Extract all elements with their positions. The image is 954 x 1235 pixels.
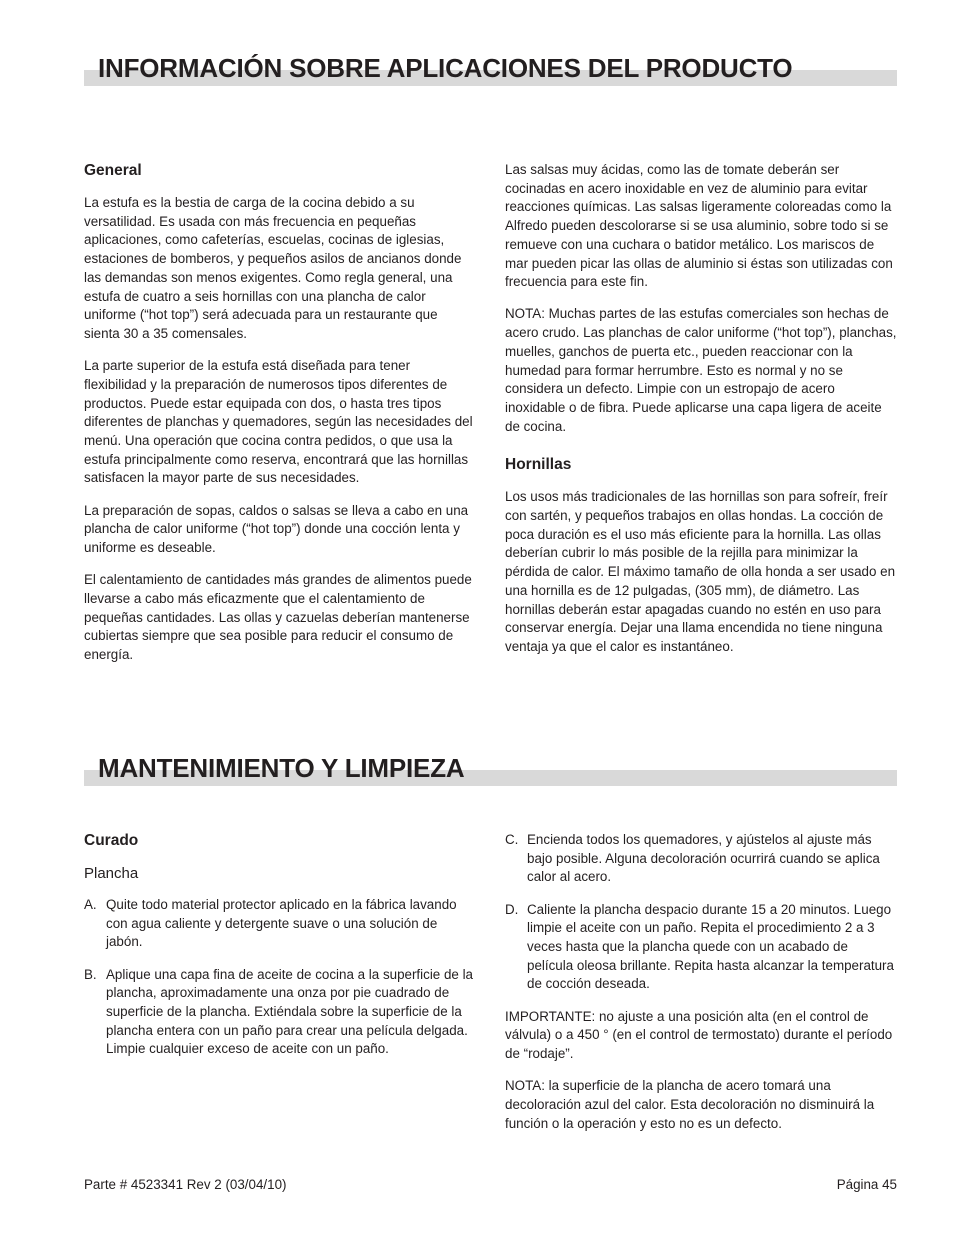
general-column: [84, 161, 476, 678]
section-title-maintenance: MANTENIMIENTO Y LIMPIEZA: [98, 753, 465, 783]
general-paragraph-3: La preparación de sopas, caldos o salsas se lleva a cabo en una plancha de calor uniforme (“hot top”) donde una cocción lenta y uniforme es deseable.: [84, 502, 469, 555]
plancha-heading: Plancha: [84, 865, 139, 882]
general-paragraph-1: La estufa es la bestia de carga de la cocina debido a su versatilidad. Es usada con más frecuencia en pequeñas aplicaciones, como cafeterías, escuelas, cocinas de iglesias, estaciones de bomberos, y pequeños asilos de ancianos donde las demandas son menos exigentes. Como regla general, una estufa de cuatro a seis hornillas con una plancha de calor uniforme (“hot top”) será adecuada para un restaurante que sienta 30 a 35 comensales.: [84, 195, 462, 341]
curado-column: [84, 831, 476, 1073]
step-b: [84, 966, 476, 1060]
note-raw-steel-paragraph: NOTA: Muchas partes de las estufas comerciales son hechas de acero crudo. Las planchas de calor uniforme (“hot top”), planchas, muelles, ganchos de puerta etc., pueden reaccionar con la humedad para formar herrumbre. Esto es normal y no se considera un defecto. Limpie con un estropajo de acero inoxidable o de fibra. Puede aplicarse una capa ligera de aceite de cocina.: [505, 306, 897, 434]
step-text: Aplique una capa fina de aceite de cocina a la superficie de la plancha, aproximadamente una onza por pie cuadrado de superficie de la plancha. Extiéndala sobre la superficie de la plancha entera con un paño para crear una película delgada. Limpie cualquier exceso de aceite con un paño.: [106, 966, 474, 1057]
step-letter: C.: [505, 832, 519, 847]
step-text: Quite todo material protector aplicado en la fábrica lavando con agua caliente y detergente suave o una solución de jabón.: [106, 897, 457, 950]
step-letter: B.: [84, 966, 97, 982]
footer-page-number: Página 45: [836, 1177, 897, 1192]
hornillas-heading: Hornillas: [505, 456, 572, 474]
step-letter: A.: [84, 897, 97, 912]
right-column-section2: [505, 831, 897, 1147]
important-paragraph: IMPORTANTE: no ajuste a una posición alta (en el control de válvula) o a 450 ° (en el control de termostato) durante el período de “rodaje”.: [505, 1008, 893, 1062]
note-paragraph: NOTA: la superficie de la plancha de acero tomará una decoloración azul del calor. Esta decoloración no disminuirá la función o la operación y esto no es un defecto.: [505, 1078, 875, 1131]
step-d: [505, 901, 897, 995]
step-a: [84, 896, 476, 952]
general-heading: General: [84, 162, 142, 179]
footer-part-number: Parte # 4523341 Rev 2 (03/04/10): [84, 1177, 287, 1192]
step-text: Encienda todos los quemadores, y ajústelos al ajuste más bajo posible. Alguna decoloración ocurrirá cuando se aplica calor al acero.: [527, 832, 880, 885]
general-paragraph-4: El calentamiento de cantidades más grandes de alimentos puede llevarse a cabo más eficazmente que el calentamiento de pequeñas cantidades. Las ollas y cazuelas deberían mantenerse cubiertas siempre que sea posible para reducir el consumo de energía.: [84, 572, 472, 662]
right-column-section1: [505, 161, 897, 670]
step-c: [505, 831, 897, 887]
step-letter: D.: [505, 901, 519, 917]
hornillas-paragraph: Los usos más tradicionales de las hornillas son para sofreír, freír con sartén, y pequeños trabajos en ollas hondas. La cocción de poca duración es el uso más eficiente para la hornilla. Las ollas deberían cubrir lo más posible de la rejilla para minimizar la pérdida de calor. El máximo tamaño de olla honda a ser usado en una hornilla es de 12 pulgadas, (305 mm), de diámetro. Las hornillas deberán estar apagadas cuando no estén en uso para conservar energía. Dejar una llama encendida no tiene ninguna ventaja ya que el calor es instantáneo.: [505, 489, 896, 654]
section-title-product-info: INFORMACIÓN SOBRE APLICACIONES DEL PRODUCTO: [98, 53, 793, 83]
acid-sauces-paragraph: Las salsas muy ácidas, como las de tomate deberán ser cocinadas en acero inoxidable en vez de aluminio para evitar reacciones químicas. Las salsas ligeramente coloreadas como la Alfredo pueden descolorarse si se usa aluminio, sobre todo si se remueve con una cuchara o batidor metálico. Los mariscos de mar pueden picar las ollas de aluminio si éstas son utilizadas con frecuencia para este fin.: [505, 162, 893, 290]
step-text: Caliente la plancha despacio durante 15 a 20 minutos. Luego limpie el aceite con un paño. Repita el procedimiento 2 a 3 veces hasta que la plancha quede con un acabado de película oleosa brillante. Repita hasta alcanzar la temperatura de cocción deseada.: [527, 901, 894, 992]
general-paragraph-2: La parte superior de la estufa está diseñada para tener flexibilidad y la preparación de numerosos tipos diferentes de productos. Puede estar equipada con dos, o hasta tres tipos diferentes de planchas y quemadores, según las necesidades del menú. Una operación que cocina contra pedidos, o que usa la estufa principalmente como reserva, encontrará que las hornillas satisfacen la mayor parte de sus necesidades.: [84, 358, 473, 486]
curado-heading: Curado: [84, 832, 139, 849]
